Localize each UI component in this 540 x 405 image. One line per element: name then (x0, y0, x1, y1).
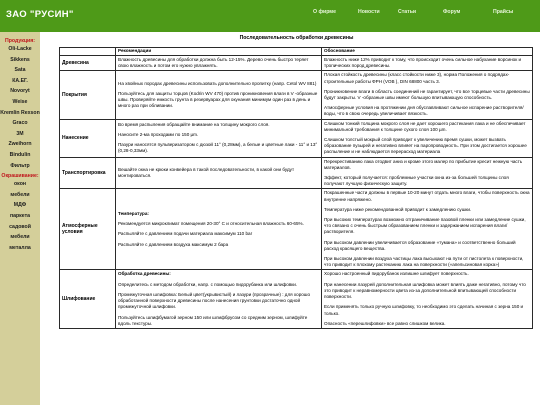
recommendation-subtitle (118, 271, 319, 277)
table-row (60, 157, 533, 189)
main-content (53, 32, 540, 405)
sidebar-item-furniture[interactable]: мебели (10, 191, 30, 198)
column-header-recommendations: Рекомендации (116, 48, 322, 56)
sidebar-gutter (40, 32, 53, 405)
nav-news[interactable]: Новости (358, 9, 380, 15)
recommendation-text: Промежуточная шлифовка: Белый цвет(укрывистый) и лазури (прозрачные) : для хорошо обработанной поверхности древесины после нанесения грунтовки достаточно одной промежуточной шлифовки. (118, 291, 311, 310)
recommendation-text: Пазури наносятся пульверизатором с дюзой 11° (0,28мм), а белые и цветные лаки - 11° и 13° (0,28-0,33мм). (118, 142, 318, 154)
nav-articles[interactable]: Статьи (398, 9, 417, 15)
sidebar-item-parquet[interactable]: паркета (9, 212, 31, 219)
site-logo[interactable]: ЗАО "РУСИН" (6, 9, 74, 20)
reasoning-text: При высоком давлении увеличивается образование «тумана» и соответственно больший расход красящего вещества. (324, 239, 516, 251)
sidebar-finishing-heading: Окрашивание: (1, 173, 39, 180)
recommendation-text: Пользуйтесь для защиты торцов (Kodrin WV 470) против проникновения влаги в V -образные швы. Проверяйте емкость грунта в резервуарах для окунания минимум один раз в день и много раз при обливании. (118, 90, 318, 109)
recommendation-text: Во время распыления обращайте внимание на толщину мокрого слоя. (118, 121, 270, 127)
reasoning-text: Температура ниже рекомендованной приводит к замедлению сушки. (324, 206, 472, 212)
sidebar-item-novoryt[interactable]: Novoryt (10, 88, 30, 95)
nav-forum[interactable]: Форум (443, 9, 461, 15)
row-recommendation (116, 157, 322, 189)
row-reasoning (322, 71, 533, 119)
recommendation-text: Вешайте окна не крюки конвейера в такой последовательности, в какой они будут монтироваться. (118, 166, 295, 179)
table-row (60, 119, 533, 157)
recommendation-text: На хвойных породах древесины использовать дополнительно пропитку (напр. Cetol WV 881) (118, 80, 317, 86)
row-recommendation (116, 56, 322, 71)
row-operation: Транспортировка (60, 157, 116, 189)
reasoning-text: Если применять только ручную шлифовку, то необходимо это сделать начиная с зерна 150 и только. (324, 304, 524, 316)
recommendation-subtitle-text: Температура: (118, 211, 149, 217)
sidebar-item-kaeg[interactable]: КА.ЕГ. (12, 77, 28, 84)
recommendation-text: Распыляйте с давлением подачи материала максимум 110 bar (118, 231, 253, 237)
recommendation-subtitle (118, 211, 319, 217)
reasoning-text: Проникновение влаги в область соединений не гарантирует, что все торцевые части древесины будут закрыты. V -образные швы имеют большую впитывающую способность. (324, 88, 530, 101)
recommendation-subtitle-text: Обработка древесины: (118, 271, 171, 277)
row-reasoning (322, 157, 533, 189)
reasoning-text: При высоких температурах возможно отграничивание пазовой пленки или замедление сушки, что связано с очень быстрым образованием пленки и задержанием испарения влаги/растворителя. (324, 217, 526, 235)
sidebar-item-garden-furniture[interactable]: садовой мебели (9, 223, 31, 241)
reasoning-text: Эффект, который получается: проблемные участки окна из-за большей толщины слоя получают лучшую физическую защиту. (324, 175, 509, 187)
sidebar-item-kremlin-rexson[interactable]: Kremlin Rexson (0, 109, 40, 116)
row-reasoning (322, 189, 533, 270)
row-operation: Древесина (60, 56, 116, 71)
recommendation-text: Определитесь с методом обработки, напр. с помощью пидорубанка или шлифовки. (118, 281, 298, 287)
row-reasoning (322, 270, 533, 328)
table-row (60, 270, 533, 328)
sidebar-item-filter[interactable]: Фильтр (10, 162, 30, 169)
column-header-operation (60, 48, 116, 56)
row-operation: Нанесение (60, 119, 116, 157)
nav-about[interactable]: О фирме (313, 9, 337, 15)
sidebar-item-bindulin[interactable]: Bindulin (9, 151, 31, 158)
recommendation-text: Наносите 2-ма проходами по 150 µm. (118, 131, 199, 137)
row-recommendation (116, 119, 322, 157)
table-row (60, 56, 533, 71)
row-operation: Покрытия (60, 71, 116, 119)
recommendation-text: Влажность древесины для обработки должна быть 12-15%. Дерево очень быстро теряет свою влажность и потом его нужно увлажнять. (118, 57, 309, 69)
reasoning-text: Покрашенные части должны в первые 10-20 минут отдать много влаги, чтобы поверхность окна внутренне напряжено. (324, 190, 530, 202)
table-row (60, 189, 533, 270)
reasoning-text: Перекрестиванию лака отодвит аниз и кроме этого малер по прибытие кресит нежную часть материалов. (324, 158, 523, 170)
reasoning-text: При высоком давлении воздуха частицы лака высыхают на пути от пистолета к поверхности, что приводит к плохому растеканию лака на поверхности («апельсиновая корка») (324, 256, 524, 268)
recommendation-text: Рекомендуется микроклимат помещения 20-30° С и относительная влажность 60-65%. (118, 221, 304, 227)
reasoning-text: Опасность «перешлифовки» все равно слишком велика. (324, 320, 446, 326)
site-header (0, 0, 540, 32)
row-recommendation (116, 270, 322, 328)
sidebar-item-zweihorn[interactable]: Zweihorn (8, 141, 32, 148)
row-reasoning (322, 119, 533, 157)
table-header-row (60, 48, 533, 56)
sidebar-item-weise[interactable]: Weise (12, 98, 28, 105)
row-operation: Атмосферные условия (60, 189, 116, 270)
sidebar-item-3m[interactable]: 3M (16, 130, 24, 137)
reasoning-text: При нанесении лазурей дополнительная шлифовка может влиять даже негативно, потому что это приводит к неравномерности цвета из-за дополнительной впитывающей способности поверхности. (324, 281, 526, 300)
sidebar-item-graco[interactable]: Graco (12, 120, 28, 127)
table-row (60, 71, 533, 119)
treatment-table (59, 47, 533, 329)
sidebar-item-sikkens[interactable]: Sikkens (10, 56, 30, 63)
recommendation-text: Распыляйте с давлением воздуха максимум 2 бара (118, 241, 229, 247)
column-header-reasoning: Обоснование (322, 48, 533, 56)
sidebar-item-windows[interactable]: окон (14, 181, 26, 188)
row-operation: Шлифование (60, 270, 116, 328)
sidebar-item-metal[interactable]: металла (9, 244, 31, 251)
reasoning-text: Влажность ниже 12% приводит к тому, что происходит очень сильное набухание ворсинок и тропических пород древесины. (324, 57, 522, 69)
reasoning-text: Слишком толстый мокрый слой приводит к увеличению время сушки, может вызвать образование пузырей и негативно влияет на паропроводность. При этом достигается хорошее распыление и не наблюдается перерасход материала (324, 137, 527, 155)
sidebar-item-mdf[interactable]: МДФ (13, 202, 27, 209)
row-recommendation (116, 71, 322, 119)
sidebar-products-heading: Продукция: (5, 38, 35, 44)
reasoning-text: Хорошо настроенный пидорубанок излишне шлифует поверхность. (324, 271, 469, 277)
nav-prices[interactable]: Прайсы (493, 9, 514, 15)
sidebar (0, 32, 40, 405)
sidebar-item-sata[interactable]: Sata (14, 67, 26, 74)
page-title: Последовательность обработки древесины (239, 35, 354, 41)
reasoning-text: Атмосферные условия на протяжении дня обуславливают сильное испарение растворителя/воды, что в свою очередь увеличивает вязкость. (324, 105, 524, 117)
reasoning-text: Плохая стойкость древесины (класс стойкости ниже 3), норма Положения о подрядах- строительные работы ФРН (VOB ), DIN 68800 часть 3. (324, 72, 510, 84)
row-recommendation (116, 189, 322, 270)
row-reasoning (322, 56, 533, 71)
reasoning-text: Слишком тонкий толщина мокрого слоя не дает хорошего растекания лака и не обеспечивает минимальной требования к толщине сухого слоя 100 µm. (324, 120, 526, 132)
sidebar-item-oli-lacke[interactable]: Oli-Lacke (8, 46, 32, 52)
recommendation-text: Пользуйтесь шлифбумагой зерном 150 или шлифбрусом со средним зерном, шлифуйте вдоль текстуры. (118, 314, 308, 326)
